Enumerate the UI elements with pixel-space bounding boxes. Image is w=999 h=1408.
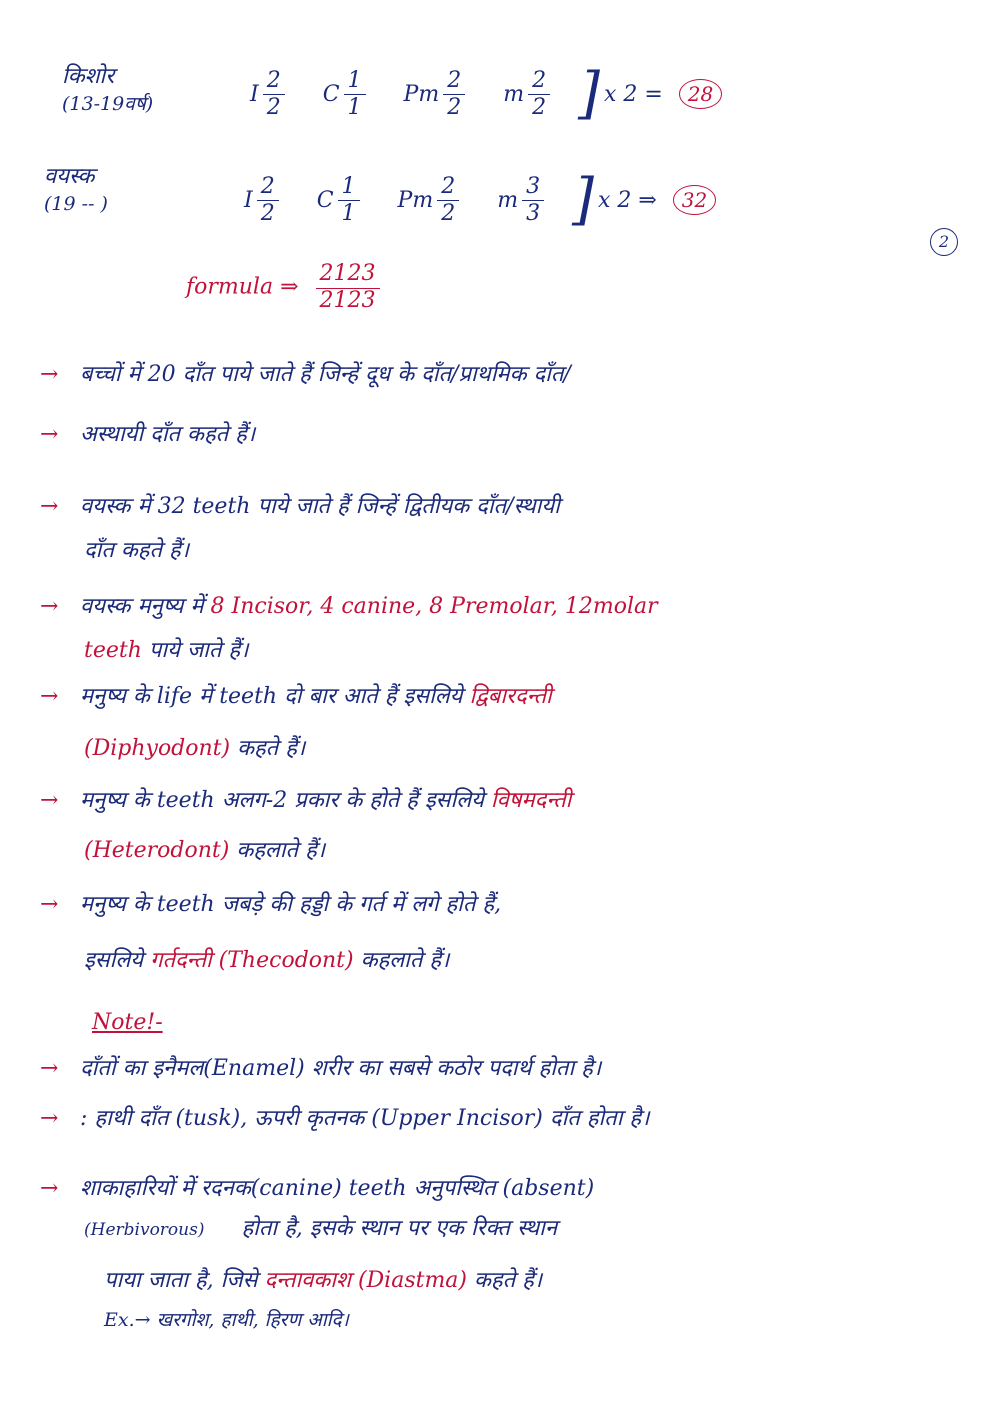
adult-age: (19 -- ) bbox=[44, 192, 108, 215]
heterodont-hindi: विषमदन्ती bbox=[490, 788, 572, 813]
note-3-cont2: पाया जाता है, जिसे दन्तावकाश (Diastma) कहते हैं। bbox=[104, 1268, 543, 1293]
note-2: → : हाथी दाँत (tusk), ऊपरी कृतनक (Upper Incisor) दाँत होता है। bbox=[40, 1090, 960, 1148]
teen-premolar: Pm $\frac{2}{2}$ bbox=[404, 70, 470, 119]
adult-multiplier: x 2 ⇒ bbox=[597, 187, 657, 213]
arrow-icon: → bbox=[40, 1106, 59, 1131]
teen-molar: m $\frac{2}{2}$ bbox=[503, 70, 554, 119]
formula-line bbox=[186, 262, 380, 313]
teen-bracket: ] bbox=[578, 61, 600, 126]
arrow-icon: → bbox=[40, 1176, 59, 1201]
bullet-6-cont: (Heterodont) कहलाते हैं। bbox=[84, 838, 326, 863]
arrow-icon: → bbox=[40, 684, 59, 709]
teen-age: (13-19वर्ष) bbox=[62, 92, 154, 115]
note-3-cont: (Herbivorous) होता है, इसके स्थान पर एक रिक्त स्थान bbox=[84, 1216, 558, 1241]
teen-dental-formula bbox=[250, 61, 722, 126]
bullet-1: → बच्चों में 20 दाँत पाये जाते हैं जिन्हें दूध के दाँत/प्राथमिक दाँत/ bbox=[40, 346, 960, 404]
examples-line: Ex.→ खरगोश, हाथी, हिरण आदि। bbox=[104, 1309, 349, 1331]
arrow-icon: → bbox=[40, 788, 59, 813]
teen-canine: C $\frac{1}{1}$ bbox=[323, 70, 370, 119]
adult-premolar: Pm $\frac{2}{2}$ bbox=[398, 176, 464, 225]
arrow-icon: → bbox=[40, 362, 59, 387]
bullet-5: → मनुष्य के life में teeth दो बार आते हैं इसलिये द्विबारदन्ती bbox=[40, 668, 960, 726]
note-label: Note!- bbox=[92, 1010, 163, 1035]
teeth-count-list: 8 Incisor, 4 canine, 8 Premolar, 12molar bbox=[210, 594, 658, 619]
teen-incisor: I $\frac{2}{2}$ bbox=[250, 70, 289, 119]
adult-label-block bbox=[44, 162, 108, 217]
adult-molar: m $\frac{3}{3}$ bbox=[497, 176, 548, 225]
bullet-3-cont: दाँत कहते हैं। bbox=[84, 538, 190, 563]
formula-fraction: $\frac{2123}{2123}$ bbox=[316, 262, 380, 313]
adult-incisor: I $\frac{2}{2}$ bbox=[244, 176, 283, 225]
adult-dental-formula bbox=[244, 167, 716, 232]
note-3: → शाकाहारियों में रदनक(canine) teeth अनुपस्थित (absent) bbox=[40, 1160, 960, 1218]
arrow-icon: → bbox=[40, 422, 59, 447]
bullet-7-cont: इसलिये गर्तदन्ती (Thecodont) कहलाते हैं। bbox=[84, 948, 450, 973]
formula-label: formula ⇒ bbox=[186, 274, 299, 300]
arrow-icon: → bbox=[40, 892, 59, 917]
arrow-icon: → bbox=[40, 1056, 59, 1081]
teen-multiplier: x 2 = bbox=[603, 81, 663, 107]
arrow-icon: → bbox=[40, 594, 59, 619]
adult-label: वयस्क bbox=[44, 164, 95, 189]
arrow-icon: → bbox=[40, 494, 59, 519]
diphyodont-hindi: द्विबारदन्ती bbox=[469, 684, 552, 709]
teen-label: किशोर bbox=[62, 64, 115, 89]
teen-result: 28 bbox=[679, 79, 722, 109]
bullet-7: → मनुष्य के teeth जबड़े की हड्डी के गर्त में लगे होते हैं, bbox=[40, 876, 960, 934]
bullet-4-cont: teeth पाये जाते हैं। bbox=[84, 638, 249, 663]
teen-label-block bbox=[62, 62, 153, 117]
adult-bracket: ] bbox=[572, 167, 594, 232]
adult-result: 32 bbox=[673, 185, 716, 215]
bullet-6: → मनुष्य के teeth अलग-2 प्रकार के होते हैं इसलिये विषमदन्ती bbox=[40, 772, 960, 830]
bullet-5-cont: (Diphyodont) कहते हैं। bbox=[84, 736, 306, 761]
bullet-3: → वयस्क में 32 teeth पाये जाते हैं जिन्हें द्वितीयक दाँत/स्थायी bbox=[40, 478, 960, 536]
note-1: → दाँतों का इनैमल(Enamel) शरीर का सबसे कठोर पदार्थ होता है। bbox=[40, 1040, 960, 1098]
adult-canine: C $\frac{1}{1}$ bbox=[317, 176, 364, 225]
bullet-4: → वयस्क मनुष्य में 8 Incisor, 4 canine, 8 Premolar, 12molar bbox=[40, 578, 960, 636]
page-number: 2 bbox=[930, 228, 958, 256]
bullet-2: → अस्थायी दाँत कहते हैं। bbox=[40, 406, 960, 464]
